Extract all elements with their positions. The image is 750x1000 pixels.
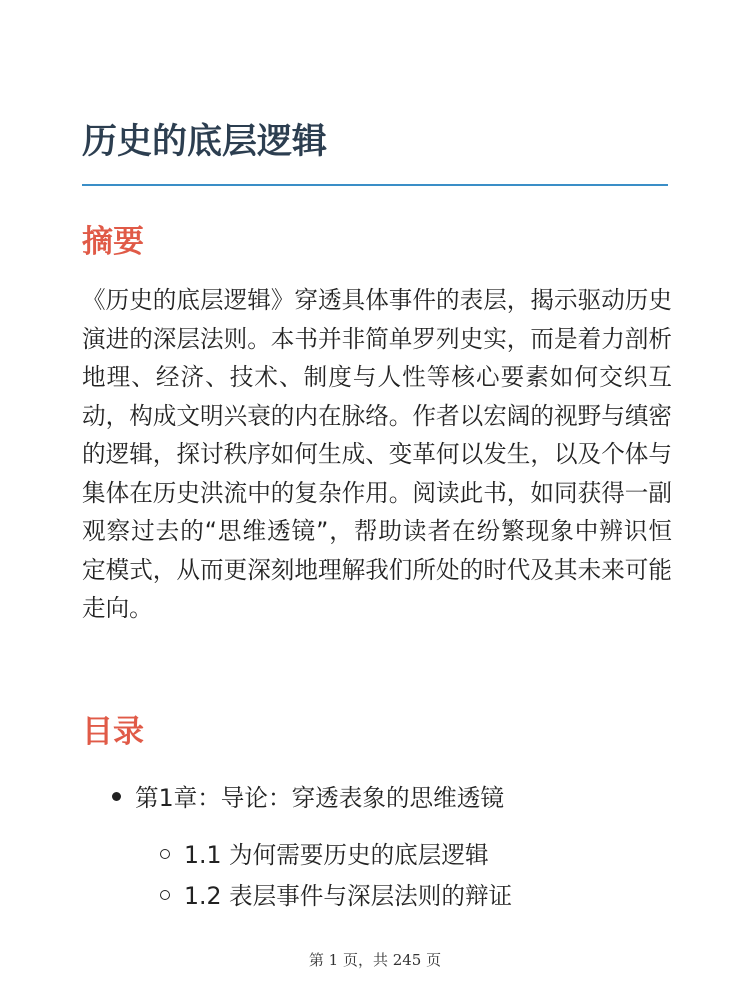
toc-item-label: 1.1 为何需要历史的底层逻辑 xyxy=(184,841,489,869)
summary-heading: 摘要 xyxy=(82,224,144,260)
toc-item-section-1-2 xyxy=(160,878,512,914)
toc-item-chapter-1 xyxy=(112,780,504,816)
bullet-circle-icon xyxy=(160,890,170,900)
toc-heading: 目录 xyxy=(82,714,144,750)
toc-item-label: 1.2 表层事件与深层法则的辩证 xyxy=(184,882,513,910)
title-divider xyxy=(82,184,668,186)
document-title: 历史的底层逻辑 xyxy=(82,122,328,162)
summary-paragraph: 《历史的底层逻辑》穿透具体事件的表层，揭示驱动历史演进的深层法则。本书并非简单罗列史实，而是着力剖析地理、经济、技术、制度与人性等核心要素如何交织互动，构成文明兴衰的内在脉络。作者以宏阔的视野与缜密的逻辑，探讨秩序如何生成、变革何以发生，以及个体与集体在历史洪流中的复杂作用。阅读此书，如同获得一副观察过去的“思维透镜”，帮助读者在纷繁现象中辨识恒定模式，从而更深刻地理解我们所处的时代及其未来可能走向。 xyxy=(82,286,672,622)
bullet-disc-icon xyxy=(112,792,121,801)
toc-item-section-1-1 xyxy=(160,837,489,873)
page-number-footer: 第 1 页，共 245 页 xyxy=(308,951,442,969)
toc-item-label: 第1章：导论：穿透表象的思维透镜 xyxy=(135,784,504,812)
bullet-circle-icon xyxy=(160,849,170,859)
